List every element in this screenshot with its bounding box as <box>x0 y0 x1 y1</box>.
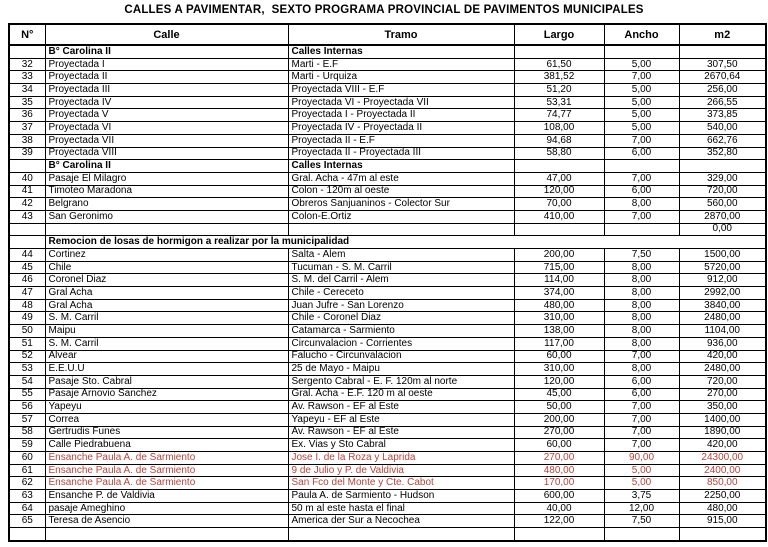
cell-calle: Ensanche Paula A. de Sarmiento <box>45 464 288 477</box>
cell-calle: Proyectada II <box>45 71 288 84</box>
cell-calle: Gertrudis Funes <box>45 426 288 439</box>
cell-largo <box>514 160 604 173</box>
cell-ancho: 5,00 <box>604 109 679 122</box>
cell-ancho: 3,75 <box>604 490 679 503</box>
cell-ancho: 7,00 <box>604 401 679 414</box>
cell-ancho <box>604 528 679 541</box>
cell-tramo: Chile - Cereceto <box>288 287 514 300</box>
table-row <box>9 299 766 312</box>
cell-calle: Cortinez <box>45 249 288 262</box>
table-row <box>9 109 766 122</box>
cell-n: 53 <box>9 363 45 376</box>
cell-largo <box>514 45 604 58</box>
cell-calle: Proyectada I <box>45 58 288 71</box>
cell-largo: 122,00 <box>514 515 604 528</box>
table-row <box>9 452 766 465</box>
cell-ancho <box>604 45 679 58</box>
cell-tramo: Gral. Acha - 47m al este <box>288 172 514 185</box>
cell-m2: 2480,00 <box>679 363 766 376</box>
cell-calle: Proyectada V <box>45 109 288 122</box>
cell-calle: S. M. Carril <box>45 312 288 325</box>
cell-calle: B° Carolina II <box>45 160 288 173</box>
cell-tramo: Proyectada VI - Proyectada VII <box>288 96 514 109</box>
table-row <box>9 401 766 414</box>
cell-calle: Ensanche P. de Valdivia <box>45 490 288 503</box>
cell-largo: 270,00 <box>514 452 604 465</box>
cell-ancho: 6,00 <box>604 185 679 198</box>
table-row <box>9 464 766 477</box>
cell-ancho: 5,00 <box>604 58 679 71</box>
cell-m2: 352,80 <box>679 147 766 160</box>
cell-calle: Timoteo Maradona <box>45 185 288 198</box>
column-header-n: N° <box>9 24 45 45</box>
cell-ancho: 8,00 <box>604 325 679 338</box>
cell-calle: pasaje Ameghino <box>45 502 288 515</box>
cell-calle: Pasaje El Milagro <box>45 172 288 185</box>
column-header-tramo: Tramo <box>288 24 514 45</box>
table-row <box>9 96 766 109</box>
cell-n <box>9 223 45 236</box>
table-body <box>9 45 766 541</box>
cell-ancho: 5,00 <box>604 84 679 97</box>
cell-m2: 1500,00 <box>679 249 766 262</box>
cell-ancho: 8,00 <box>604 363 679 376</box>
cell-ancho: 7,00 <box>604 172 679 185</box>
cell-n: 43 <box>9 210 45 223</box>
cell-n: 45 <box>9 261 45 274</box>
cell-m2: 662,76 <box>679 134 766 147</box>
cell-largo: 270,00 <box>514 426 604 439</box>
cell-tramo: 50 m al este hasta el final <box>288 502 514 515</box>
cell-m2: 720,00 <box>679 375 766 388</box>
cell-n: 61 <box>9 464 45 477</box>
cell-calle: Ensanche Paula A. de Sarmiento <box>45 452 288 465</box>
cell-calle: Gral Acha <box>45 299 288 312</box>
table-row <box>9 147 766 160</box>
cell-n: 41 <box>9 185 45 198</box>
cell-calle: Ensanche Paula A. de Sarmiento <box>45 477 288 490</box>
cell-ancho: 7,00 <box>604 413 679 426</box>
cell-calle: Yapeyu <box>45 401 288 414</box>
cell-n: 37 <box>9 122 45 135</box>
cell-ancho: 5,00 <box>604 122 679 135</box>
cell-m2: 912,00 <box>679 274 766 287</box>
cell-m2: 1104,00 <box>679 325 766 338</box>
cell-tramo: Tucuman - S. M. Carril <box>288 261 514 274</box>
cell-largo: 600,00 <box>514 490 604 503</box>
cell-tramo: Jose I. de la Roza y Laprida <box>288 452 514 465</box>
cell-calle <box>45 528 288 541</box>
cell-tramo: Proyectada IV - Proyectada II <box>288 122 514 135</box>
cell-n <box>9 45 45 58</box>
cell-calle: Pasaje Sto. Cabral <box>45 375 288 388</box>
cell-m2: 480,00 <box>679 502 766 515</box>
cell-ancho: 8,00 <box>604 274 679 287</box>
cell-calle: Proyectada III <box>45 84 288 97</box>
cell-n: 55 <box>9 388 45 401</box>
cell-m2: 2400,00 <box>679 464 766 477</box>
cell-m2: 2992,00 <box>679 287 766 300</box>
cell-ancho: 7,00 <box>604 134 679 147</box>
section-row <box>9 45 766 58</box>
table-row <box>9 477 766 490</box>
cell-tramo: Calles Internas <box>288 45 514 58</box>
document-title: CALLES A PAVIMENTAR, SEXTO PROGRAMA PROVINCIAL DE PAVIMENTOS MUNICIPALES <box>124 4 644 16</box>
cell-tramo: S. M. del Carril - Alem <box>288 274 514 287</box>
cell-tramo: Sergento Cabral - E. F. 120m al norte <box>288 375 514 388</box>
cell-tramo: Marti - Urquiza <box>288 71 514 84</box>
cell-n: 47 <box>9 287 45 300</box>
cell-n <box>9 160 45 173</box>
cell-calle <box>45 223 288 236</box>
table-row <box>9 261 766 274</box>
cell-m2: 720,00 <box>679 185 766 198</box>
table-row <box>9 363 766 376</box>
column-header-largo: Largo <box>514 24 604 45</box>
cell-largo: 374,00 <box>514 287 604 300</box>
cell-n: 44 <box>9 249 45 262</box>
cell-ancho: 7,00 <box>604 426 679 439</box>
cell-ancho: 7,00 <box>604 439 679 452</box>
cell-largo: 40,00 <box>514 502 604 515</box>
cell-tramo: Chile - Coronel Diaz <box>288 312 514 325</box>
cell-m2: 307,50 <box>679 58 766 71</box>
cell-m2: 420,00 <box>679 439 766 452</box>
cell-tramo: 9 de Julio y P. de Valdivia <box>288 464 514 477</box>
cell-m2: 540,00 <box>679 122 766 135</box>
cell-largo: 410,00 <box>514 210 604 223</box>
cell-largo <box>514 528 604 541</box>
cell-calle: Gral Acha <box>45 287 288 300</box>
cell-largo: 138,00 <box>514 325 604 338</box>
cell-m2: 1890,00 <box>679 426 766 439</box>
table-row <box>9 515 766 528</box>
cell-n: 63 <box>9 490 45 503</box>
cell-largo: 47,00 <box>514 172 604 185</box>
cell-tramo: Juan Jufre - San Lorenzo <box>288 299 514 312</box>
cell-calle: Teresa de Asencio <box>45 515 288 528</box>
cell-n: 64 <box>9 502 45 515</box>
cell-m2: 350,00 <box>679 401 766 414</box>
cell-tramo: Paula A. de Sarmiento - Hudson <box>288 490 514 503</box>
table-row <box>9 84 766 97</box>
table-row <box>9 134 766 147</box>
cell-ancho: 5,00 <box>604 464 679 477</box>
cell-m2: 329,00 <box>679 172 766 185</box>
cell-calle: Coronel Diaz <box>45 274 288 287</box>
cell-largo: 45,00 <box>514 388 604 401</box>
cell-m2: 5720,00 <box>679 261 766 274</box>
cell-n: 50 <box>9 325 45 338</box>
cell-ancho: 7,50 <box>604 249 679 262</box>
cell-n: 38 <box>9 134 45 147</box>
cell-tramo: Av. Rawson - EF al Este <box>288 426 514 439</box>
cell-m2: 2670,64 <box>679 71 766 84</box>
cell-ancho: 8,00 <box>604 337 679 350</box>
cell-n <box>9 528 45 541</box>
cell-m2: 2480,00 <box>679 312 766 325</box>
cell-largo: 51,20 <box>514 84 604 97</box>
cell-tramo: Calles Internas <box>288 160 514 173</box>
cell-tramo: Circunvalacion - Corrientes <box>288 337 514 350</box>
table-row <box>9 490 766 503</box>
cell-ancho: 8,00 <box>604 287 679 300</box>
table-row <box>9 122 766 135</box>
cell-ancho: 6,00 <box>604 388 679 401</box>
cell-ancho: 90,00 <box>604 452 679 465</box>
cell-tramo: Catamarca - Sarmiento <box>288 325 514 338</box>
cell-largo: 94,68 <box>514 134 604 147</box>
cell-n: 59 <box>9 439 45 452</box>
cell-tramo: Yapeyu - EF al Este <box>288 413 514 426</box>
cell-m2: 0,00 <box>679 223 766 236</box>
cell-n: 57 <box>9 413 45 426</box>
cell-n: 46 <box>9 274 45 287</box>
cell-tramo: Proyectada VIII - E.F <box>288 84 514 97</box>
table-row <box>9 528 766 541</box>
cell-largo: 60,00 <box>514 439 604 452</box>
table-row <box>9 185 766 198</box>
cell-n: 36 <box>9 109 45 122</box>
cell-ancho: 7,00 <box>604 350 679 363</box>
cell-tramo: Proyectada II - E.F <box>288 134 514 147</box>
cell-n: 60 <box>9 452 45 465</box>
cell-largo: 50,00 <box>514 401 604 414</box>
cell-ancho <box>604 223 679 236</box>
cell-n: 32 <box>9 58 45 71</box>
table-row <box>9 375 766 388</box>
cell-n: 40 <box>9 172 45 185</box>
cell-calle: Belgrano <box>45 198 288 211</box>
cell-n: 48 <box>9 299 45 312</box>
cell-calle: San Geronimo <box>45 210 288 223</box>
table-row <box>9 210 766 223</box>
cell-tramo: Gral. Acha - E.F. 120 m al oeste <box>288 388 514 401</box>
cell-calle: Proyectada VI <box>45 122 288 135</box>
cell-tramo: Proyectada II - Proyectada III <box>288 147 514 160</box>
cell-m2: 266,55 <box>679 96 766 109</box>
cell-largo: 715,00 <box>514 261 604 274</box>
cell-tramo: Salta - Alem <box>288 249 514 262</box>
cell-largo: 70,00 <box>514 198 604 211</box>
cell-n: 58 <box>9 426 45 439</box>
table-header <box>9 24 766 45</box>
cell-largo: 114,00 <box>514 274 604 287</box>
cell-m2 <box>679 528 766 541</box>
cell-largo: 53,31 <box>514 96 604 109</box>
cell-largo: 108,00 <box>514 122 604 135</box>
cell-n: 65 <box>9 515 45 528</box>
cell-calle: Pasaje Arnovio Sanchez <box>45 388 288 401</box>
cell-ancho: 5,00 <box>604 96 679 109</box>
cell-m2: 24300,00 <box>679 452 766 465</box>
cell-ancho: 8,00 <box>604 299 679 312</box>
cell-m2: 2870,00 <box>679 210 766 223</box>
cell-tramo: Colon-E.Ortiz <box>288 210 514 223</box>
cell-n: 56 <box>9 401 45 414</box>
cell-m2 <box>679 160 766 173</box>
cell-m2: 936,00 <box>679 337 766 350</box>
cell-largo: 310,00 <box>514 312 604 325</box>
cell-largo: 381,52 <box>514 71 604 84</box>
cell-calle: B° Carolina II <box>45 45 288 58</box>
cell-ancho: 7,00 <box>604 210 679 223</box>
table-row <box>9 426 766 439</box>
table-row <box>9 198 766 211</box>
cell-calle: Proyectada VII <box>45 134 288 147</box>
cell-m2: 270,00 <box>679 388 766 401</box>
cell-m2: 373,85 <box>679 109 766 122</box>
table-row <box>9 287 766 300</box>
table-row <box>9 223 766 236</box>
cell-tramo: Colon - 120m al oeste <box>288 185 514 198</box>
table-row <box>9 249 766 262</box>
cell-largo: 60,00 <box>514 350 604 363</box>
table-row <box>9 413 766 426</box>
table-row <box>9 274 766 287</box>
cell-m2: 3840,00 <box>679 299 766 312</box>
cell-tramo: Marti - E.F <box>288 58 514 71</box>
cell-n: 49 <box>9 312 45 325</box>
cell-tramo: Proyectada I - Proyectada II <box>288 109 514 122</box>
cell-largo: 74,77 <box>514 109 604 122</box>
cell-m2: 420,00 <box>679 350 766 363</box>
cell-n: 52 <box>9 350 45 363</box>
cell-tramo: Ex. Vias y Sto Cabral <box>288 439 514 452</box>
cell-tramo: Obreros Sanjuaninos - Colector Sur <box>288 198 514 211</box>
cell-m2 <box>679 45 766 58</box>
cell-ancho: 8,00 <box>604 261 679 274</box>
cell-tramo: 25 de Mayo - Maipu <box>288 363 514 376</box>
cell-largo: 310,00 <box>514 363 604 376</box>
table-row <box>9 350 766 363</box>
cell-n: 35 <box>9 96 45 109</box>
table-row <box>9 337 766 350</box>
header-row <box>9 24 766 45</box>
cell-ancho: 5,00 <box>604 477 679 490</box>
column-header-ancho: Ancho <box>604 24 679 45</box>
cell-n: 33 <box>9 71 45 84</box>
cell-ancho <box>604 160 679 173</box>
cell-n <box>9 236 45 249</box>
cell-largo: 120,00 <box>514 375 604 388</box>
cell-largo: 200,00 <box>514 413 604 426</box>
cell-ancho: 7,00 <box>604 71 679 84</box>
cell-n: 42 <box>9 198 45 211</box>
table-row <box>9 172 766 185</box>
cell-tramo: Falucho - Circunvalacion <box>288 350 514 363</box>
cell-ancho: 6,00 <box>604 375 679 388</box>
cell-m2: 1400,00 <box>679 413 766 426</box>
section-row <box>9 160 766 173</box>
pavement-table <box>8 23 767 542</box>
banner-row <box>9 236 766 249</box>
cell-n: 62 <box>9 477 45 490</box>
cell-largo: 117,00 <box>514 337 604 350</box>
cell-largo: 170,00 <box>514 477 604 490</box>
cell-ancho: 12,00 <box>604 502 679 515</box>
cell-tramo <box>288 223 514 236</box>
cell-calle: Calle Piedrabuena <box>45 439 288 452</box>
cell-largo: 58,80 <box>514 147 604 160</box>
cell-n: 51 <box>9 337 45 350</box>
cell-tramo <box>288 528 514 541</box>
cell-ancho: 8,00 <box>604 198 679 211</box>
cell-calle: Alvear <box>45 350 288 363</box>
cell-largo: 61,50 <box>514 58 604 71</box>
table-row <box>9 502 766 515</box>
cell-calle: Maipu <box>45 325 288 338</box>
cell-largo: 480,00 <box>514 464 604 477</box>
table-row <box>9 388 766 401</box>
cell-tramo: Av. Rawson - EF al Este <box>288 401 514 414</box>
cell-largo: 480,00 <box>514 299 604 312</box>
cell-ancho: 8,00 <box>604 312 679 325</box>
cell-m2: 915,00 <box>679 515 766 528</box>
column-header-calle: Calle <box>45 24 288 45</box>
cell-calle: S. M. Carril <box>45 337 288 350</box>
cell-m2: 560,00 <box>679 198 766 211</box>
cell-m2: 850,00 <box>679 477 766 490</box>
cell-ancho: 6,00 <box>604 147 679 160</box>
table-row <box>9 71 766 84</box>
cell-m2: 256,00 <box>679 84 766 97</box>
column-header-m2: m2 <box>679 24 766 45</box>
cell-tramo: America der Sur a Necochea <box>288 515 514 528</box>
cell-m2: 2250,00 <box>679 490 766 503</box>
cell-calle: E.E.U.U <box>45 363 288 376</box>
cell-largo: 120,00 <box>514 185 604 198</box>
cell-calle: Proyectada IV <box>45 96 288 109</box>
table-row <box>9 312 766 325</box>
cell-n: 39 <box>9 147 45 160</box>
cell-calle: Chile <box>45 261 288 274</box>
cell-n: 54 <box>9 375 45 388</box>
cell-n: 34 <box>9 84 45 97</box>
table-row <box>9 439 766 452</box>
cell-calle: Proyectada VIII <box>45 147 288 160</box>
table-row <box>9 325 766 338</box>
table-row <box>9 58 766 71</box>
cell-largo: 200,00 <box>514 249 604 262</box>
cell-calle: Correa <box>45 413 288 426</box>
cell-ancho: 7,50 <box>604 515 679 528</box>
cell-largo <box>514 223 604 236</box>
banner-label: Remocion de losas de hormigon a realizar por la municipalidad <box>45 236 766 249</box>
cell-tramo: San Fco del Monte y Cte. Cabot <box>288 477 514 490</box>
